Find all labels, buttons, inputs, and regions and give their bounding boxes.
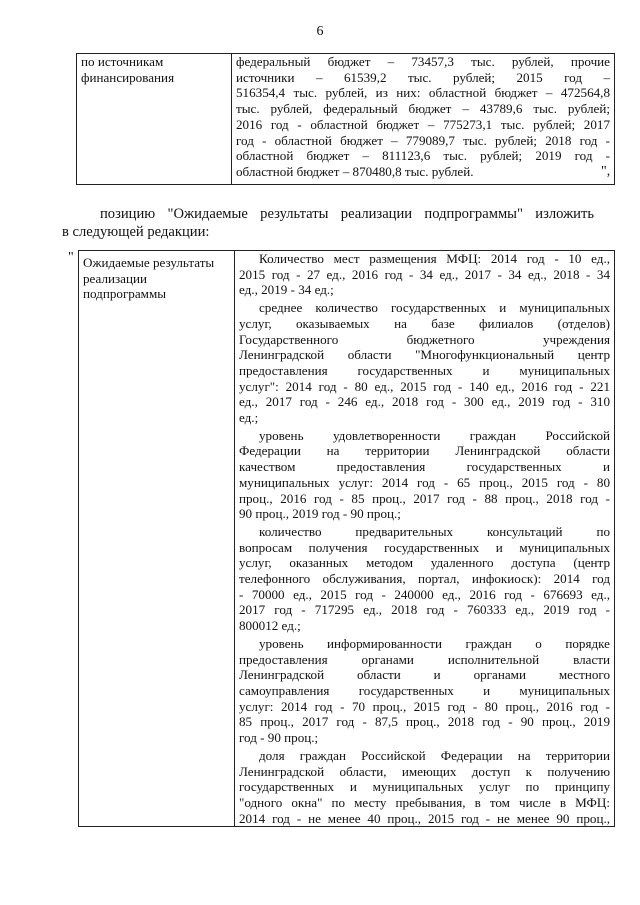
text-line: качеством предоставления государственных и bbox=[239, 459, 610, 475]
text-line: муниципальных услуг: 2014 год - 65 проц., 2015 год - 80 bbox=[239, 474, 610, 490]
text-line: Количество мест размещения МФЦ: 2014 год - 10 ед., bbox=[259, 251, 610, 266]
text-line: 800012 ед.; bbox=[239, 618, 301, 634]
text-line: 516354,4 тыс. рублей, из них: областной бюджет – 472564,8 bbox=[236, 85, 610, 101]
text-line: Государственного бюджетного учреждения bbox=[239, 331, 610, 347]
text-line: ед., 2017 год - 246 ед., 2018 год - 300 ед., 2019 год - 310 bbox=[239, 394, 610, 410]
text-line: 2016 год - областной бюджет – 775273,1 тыс. рублей; 2017 bbox=[236, 116, 610, 132]
text-line: уровень удовлетворенности граждан Российской bbox=[259, 427, 610, 443]
text-line: самоуправления государственных и муниципальных bbox=[239, 682, 610, 698]
closing-quote-mark: ", bbox=[601, 164, 611, 179]
text-line: 2015 год - 27 ед., 2016 год - 34 ед., 2017 - 34 ед., 2018 - 34 bbox=[239, 266, 610, 282]
text-line: федеральный бюджет – 73457,3 тыс. рублей, прочие bbox=[236, 54, 610, 69]
expected-results-text bbox=[235, 251, 615, 827]
intro-line: в следующей редакции: bbox=[62, 224, 210, 240]
text-line: - 70000 ед., 2015 год - 240000 ед., 2016 год - 676693 ед., bbox=[239, 586, 610, 602]
expected-results-table bbox=[78, 250, 615, 827]
text-line: Федерации на территории Ленинградской области bbox=[239, 443, 610, 459]
text-line: среднее количество государственных и муниципальных bbox=[259, 300, 610, 316]
opening-quote-mark: " bbox=[68, 250, 74, 265]
results-paragraph bbox=[239, 251, 610, 298]
text-line: услуг, оказанных методом удаленного доступа (центр bbox=[239, 555, 610, 571]
results-paragraph bbox=[239, 748, 610, 827]
text-line: Ленинградской области и органами местного bbox=[239, 667, 610, 683]
text-line: ед.; bbox=[239, 410, 259, 426]
results-paragraph bbox=[239, 428, 610, 522]
intro-line: позицию "Ожидаемые результаты реализации подпрограммы" изложить bbox=[100, 206, 594, 222]
text-line: уровень информированности граждан о порядке bbox=[259, 635, 610, 651]
text-line: 85 проц., 2017 год - 87,5 проц., 2018 год - 90 проц., 2019 bbox=[239, 714, 610, 730]
text-line: государственных и муниципальных услуг по принципу bbox=[239, 779, 610, 795]
text-line: ед., 2019 - 34 ед.; bbox=[239, 282, 334, 298]
results-paragraph bbox=[239, 300, 610, 426]
expected-results-label: Ожидаемые результаты реализации подпрограммы bbox=[79, 251, 235, 827]
text-line: услуг": 2014 год - 80 ед., 2015 год - 140 ед., 2016 год - 221 bbox=[239, 378, 610, 394]
text-line: услуг: 2014 год - 70 проц., 2015 год - 80 проц., 2016 год - bbox=[239, 698, 610, 714]
text-line: 2014 год - не менее 40 проц., 2015 год - не менее 90 проц., bbox=[239, 810, 610, 826]
text-line: Ленинградской области, имеющих доступ к получению bbox=[239, 763, 610, 779]
text-line: вопросам получения государственных и муниципальных bbox=[239, 539, 610, 555]
funding-sources-text bbox=[232, 54, 615, 185]
funding-sources-label: по источникам финансирования bbox=[77, 54, 232, 185]
funding-sources-table bbox=[76, 53, 615, 185]
text-line: предоставления органами исполнительной власти bbox=[239, 651, 610, 667]
text-line: доля граждан Российской Федерации на территории bbox=[259, 747, 610, 763]
text-line: 90 проц., 2019 год - 90 проц.; bbox=[239, 506, 401, 522]
text-line: тыс. рублей, федеральный бюджет – 43789,6 тыс. рублей; bbox=[236, 101, 610, 117]
text-line: год - областной бюджет – 779089,7 тыс. рублей; 2018 год - bbox=[236, 132, 610, 148]
text-line: услуг, оказываемых на базе филиалов (отделов) bbox=[239, 315, 610, 331]
text-line: областной бюджет – 811123,6 тыс. рублей; 2019 год - bbox=[236, 148, 610, 164]
text-line: 2017 год - 717295 ед., 2018 год - 760333 ед., 2019 год - bbox=[239, 602, 610, 618]
text-line: проц., 2016 год - 85 проц., 2017 год - 88 проц., 2018 год - bbox=[239, 490, 610, 506]
text-line: год - 90 проц.; bbox=[239, 730, 319, 746]
results-paragraph bbox=[239, 524, 610, 634]
text-line: областной бюджет – 870480,8 тыс. рублей. bbox=[236, 163, 474, 179]
text-line: "одного окна" по месту пребывания, в том числе в МФЦ: bbox=[239, 794, 610, 810]
page-number: 6 bbox=[316, 24, 324, 39]
text-line: телефонного обслуживания, портал, инфокиоск): 2014 год bbox=[239, 571, 610, 587]
text-line: источники – 61539,2 тыс. рублей; 2015 год – bbox=[236, 69, 610, 85]
text-line: количество предварительных консультаций по bbox=[259, 523, 610, 539]
text-line: предоставления государственных и муниципальных bbox=[239, 362, 610, 378]
results-paragraph bbox=[239, 636, 610, 746]
text-line: Ленинградской области "Многофункциональный центр bbox=[239, 347, 610, 363]
